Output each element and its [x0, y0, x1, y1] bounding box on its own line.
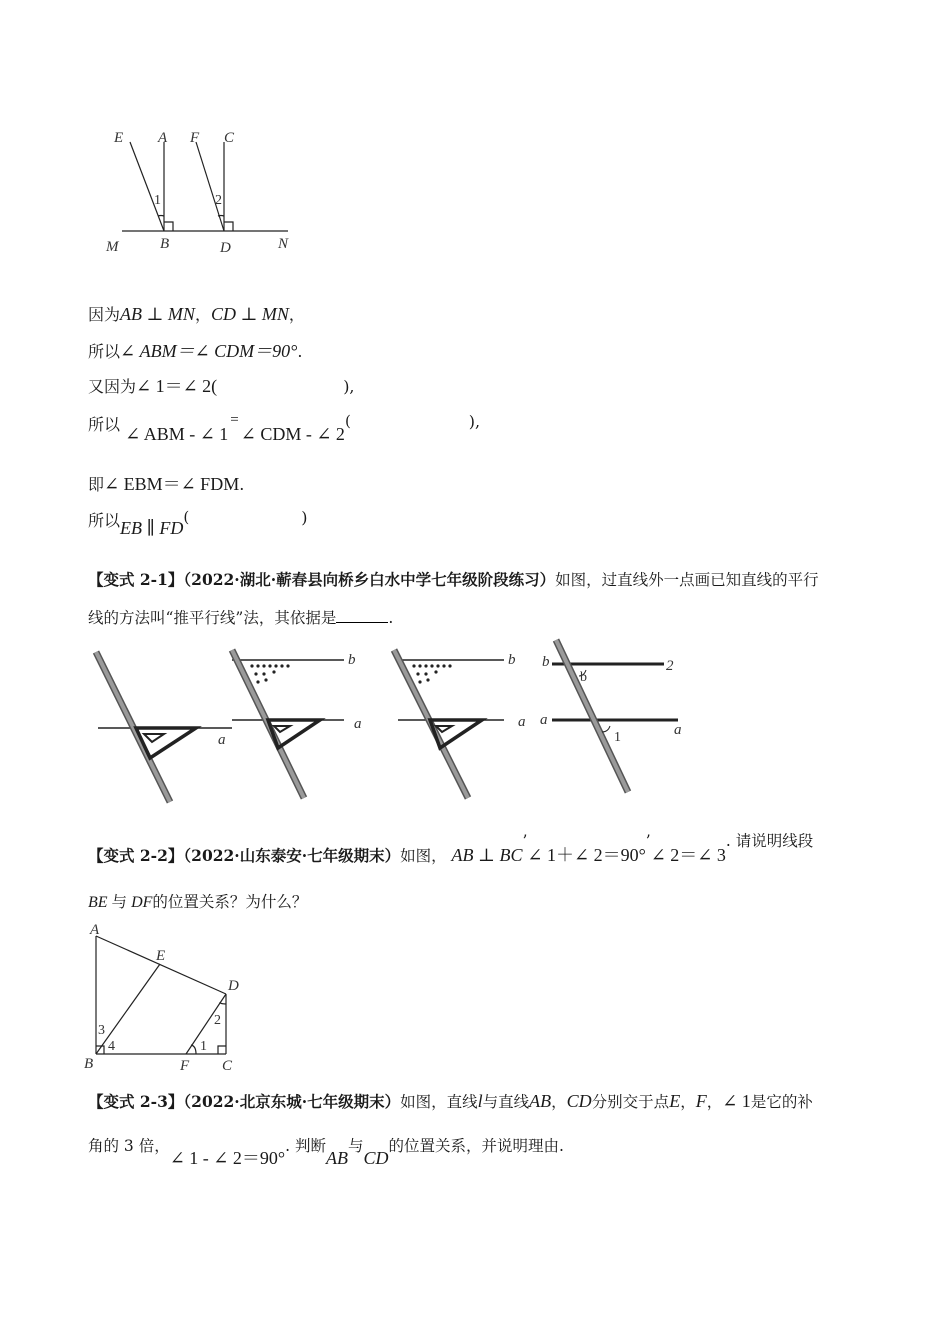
- math-angle-sum-90: ∠ 1＋∠ 2＝90°: [527, 845, 646, 865]
- panel4-label-a-left: a: [540, 712, 548, 728]
- right-angle-d: [224, 222, 233, 231]
- label-d: D: [220, 240, 231, 256]
- panel3-label-b: b: [508, 652, 516, 668]
- figure-quadrilateral: [84, 918, 254, 1078]
- label-b: B: [160, 236, 170, 252]
- variant-source: （2022·北京东城·七年级期末）: [183, 1092, 401, 1111]
- panel3-label-a: a: [518, 714, 526, 730]
- math-cd-perp-mn: CD ⊥ MN: [210, 304, 289, 324]
- variant-2-3: 【变式 2-3】（2022·北京东城·七年级期末）如图，直线l与直线AB，CD分别交于点E，F，∠ 1是它的补 角的 3 倍，∠ 1 - ∠ 2＝90°. 判断AB与CD的位置关系，并说明理由.: [88, 1091, 813, 1168]
- math-angle1-eq-angle2: ∠ 1＝∠ 2(: [136, 376, 218, 396]
- proof-line-6: 所以EB ∥ FD( ): [88, 508, 308, 538]
- figure-push-parallel: [92, 636, 692, 808]
- math-ab-perp-mn: AB ⊥ MN: [120, 304, 195, 324]
- label-f: F: [190, 130, 200, 146]
- variant-tag: 【变式 2-1】: [88, 570, 184, 589]
- label-3: 3: [98, 1023, 105, 1038]
- panel-1: [96, 652, 232, 802]
- variant-source: （2022·山东泰安·七年级期末）: [183, 846, 401, 865]
- label-a: A: [90, 922, 100, 938]
- panel4-label-1: 1: [614, 730, 621, 745]
- math-cdm-minus-2: ∠ CDM - ∠ 2: [240, 424, 345, 444]
- panel2-label-b: b: [348, 652, 356, 668]
- label-1: 1: [154, 193, 161, 208]
- answer-blank: [336, 608, 388, 623]
- variant-2-1: 【变式 2-1】（2022·湖北·蕲春县向桥乡白水中学七年级阶段练习）如图，过直线外一点画已知直线的平行 线的方法叫“推平行线”法，其依据是 .: [88, 570, 819, 627]
- label-d: D: [228, 978, 239, 994]
- variant-tag: 【变式 2-3】: [88, 1092, 184, 1111]
- right-angle-b: [164, 222, 173, 231]
- variant-source: （2022·湖北·蕲春县向桥乡白水中学七年级阶段练习）: [183, 570, 556, 589]
- panel4-label-2: b: [580, 670, 587, 685]
- proof-line-2: 所以∠ ABM＝∠ CDM＝90°.: [88, 341, 303, 361]
- angle-arc-1: [158, 216, 164, 217]
- label-4: 4: [108, 1039, 115, 1054]
- proof-line-3: 又因为∠ 1＝∠ 2( ),: [88, 376, 355, 396]
- label-c: C: [224, 130, 235, 146]
- label-n: N: [278, 236, 289, 252]
- proof-line-4: 所以 ∠ ABM - ∠ 1=∠ CDM - ∠ 2( ),: [88, 412, 481, 444]
- panel4-label-a-right: a: [674, 722, 682, 738]
- panel-4: [540, 640, 682, 792]
- panel1-label-a: a: [218, 732, 226, 748]
- variant-2-2: 【变式 2-2】（2022·山东泰安·七年级期末）如图， AB ⊥ BC’∠ 1＋∠ 2＝90°’∠ 2＝∠ 3. 请说明线段 BE 与 DF的位置关系？为什么？: [88, 832, 814, 911]
- label-b: B: [84, 1056, 94, 1072]
- proof-line-5: 即∠ EBM＝∠ FDM.: [88, 474, 245, 494]
- math-angles-90: ∠ ABM＝∠ CDM＝90°: [120, 341, 298, 361]
- math-angle2-eq-angle3: ∠ 2＝∠ 3: [650, 845, 726, 865]
- angle-arc-2: [218, 216, 224, 217]
- math-angle-diff-90: ∠ 1 - ∠ 2＝90°: [169, 1148, 286, 1168]
- math-abm-minus-1: ∠ ABM - ∠ 1: [125, 424, 229, 444]
- label-e: E: [156, 948, 166, 964]
- panel4-label-b-right: 2: [666, 658, 674, 674]
- label-m: M: [106, 239, 119, 255]
- figure-parallel-perpendicular: [100, 120, 310, 260]
- label-2: 2: [215, 193, 222, 208]
- label-1: 1: [200, 1039, 207, 1054]
- panel-2: [232, 650, 362, 798]
- panel-3: [394, 650, 526, 798]
- label-a: A: [158, 130, 168, 146]
- math-ebm-eq-fdm: ∠ EBM＝∠ FDM: [104, 474, 240, 494]
- label-f: F: [180, 1058, 190, 1074]
- panel2-label-a: a: [354, 716, 362, 732]
- label-c: C: [222, 1058, 233, 1074]
- label-e: E: [114, 130, 124, 146]
- proof-line-1: 因为AB ⊥ MN，CD ⊥ MN，: [88, 304, 305, 324]
- line-fd: [196, 142, 224, 231]
- line-eb: [130, 142, 164, 231]
- math-eb-parallel-fd: EB ∥ FD: [120, 518, 184, 538]
- math-ab-perp-bc: AB ⊥ BC: [451, 845, 523, 865]
- label-2: 2: [214, 1013, 221, 1028]
- panel4-label-b-left: b: [542, 654, 550, 670]
- variant-tag: 【变式 2-2】: [88, 846, 184, 865]
